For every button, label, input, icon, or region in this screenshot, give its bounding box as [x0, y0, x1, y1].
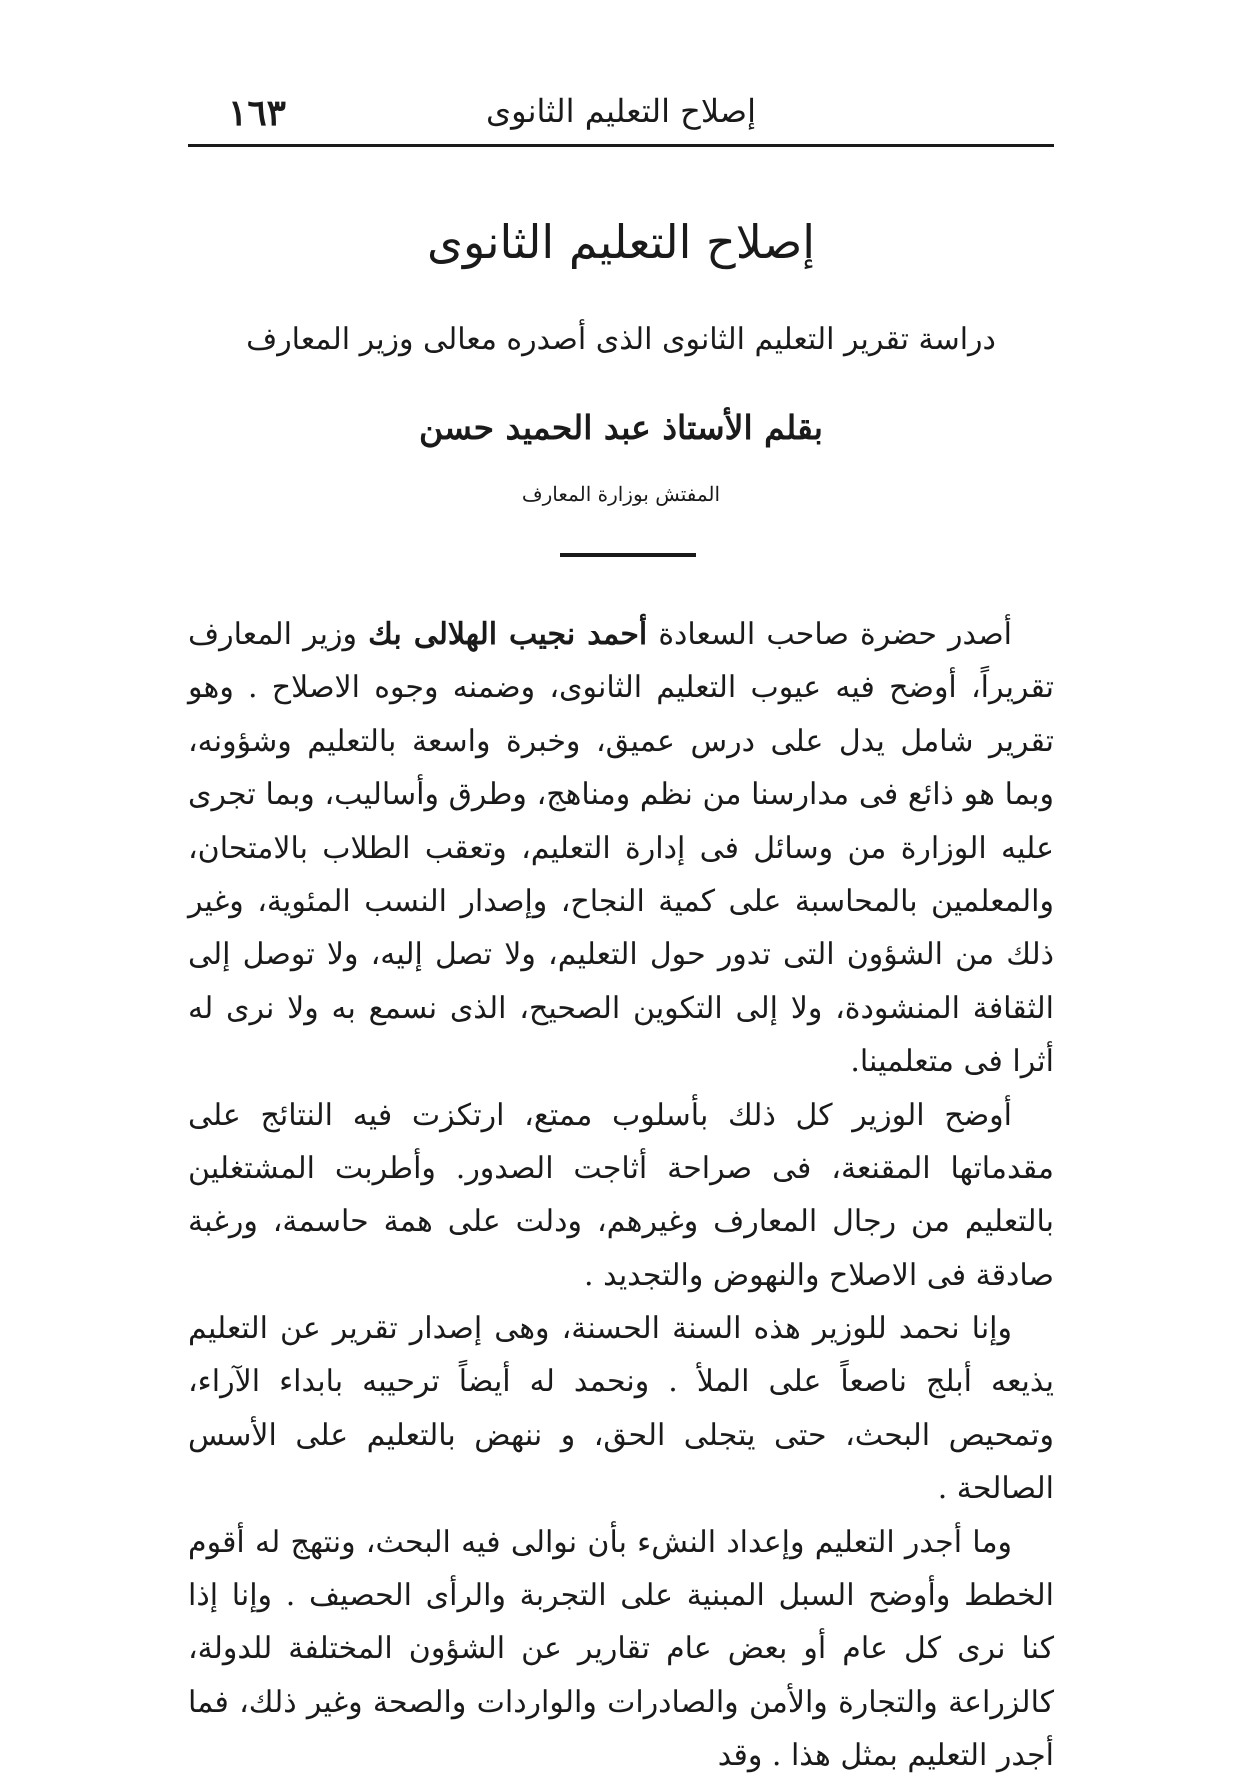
author-byline: بقلم الأستاذ عبد الحميد حسن: [419, 408, 823, 447]
article-title: إصلاح التعليم الثانوى: [426, 215, 816, 269]
article-body: [188, 608, 1054, 1783]
page-number: ١٦٣: [228, 92, 287, 134]
minister-name: أحمد نجيب الهلالى بك: [368, 617, 648, 652]
header-rule: [188, 144, 1054, 147]
paragraph-3: وإنا نحمد للوزير هذه السنة الحسنة، وهى إصدار تقرير عن التعليم يذيعه أبلج ناصعاً على الملأ . ونحمد له أيضاً ترحيبه بابداء الآراء، وتمحيص البحث، حتى يتجلى الحق، و ننهض بالتعليم على الأسس الصالحة .: [188, 1311, 1054, 1507]
title-divider: [560, 553, 696, 557]
article-subtitle: دراسة تقرير التعليم الثانوى الذى أصدره معالى وزير المعارف: [246, 322, 996, 357]
running-header: [188, 88, 1054, 138]
paragraph-4: وما أجدر التعليم وإعداد النشء بأن نوالى فيه البحث، ونتهج له أقوم الخطط وأوضح السبل المبنية على التجربة والرأى الحصيف . وإنا إذا كنا نرى كل عام أو بعض عام تقارير عن الشؤون المختلفة للدولة، كالزراعة والتجارة والأمن والصادرات والواردات والصحة وغير ذلك، فما أجدر التعليم بمثل هذا . وقد: [188, 1524, 1054, 1774]
paragraph-2: أوضح الوزير كل ذلك بأسلوب ممتع، ارتكزت فيه النتائج على مقدماتها المقنعة، فى صراحة أثاجت الصدور. وأطربت المشتغلين بالتعليم من رجال المعارف وغيرهم، ودلت على همة حاسمة، ورغبة صادقة فى الاصلاح والنهوض والتجديد .: [188, 1097, 1054, 1293]
paragraph-1-lead: أصدر حضرة صاحب السعادة: [658, 617, 1012, 652]
running-title: إصلاح التعليم الثانوى: [486, 92, 756, 130]
paragraph-1-text: وزير المعارف تقريراً، أوضح فيه عيوب التعليم الثانوى، وضمنه وجوه الاصلاح . وهو تقرير شامل يدل على درس عميق، وخبرة واسعة بالتعليم وشؤونه، وبما هو ذائع فى مدارسنا من نظم ومناهج، وطرق وأساليب، وبما تجرى عليه الوزارة من وسائل فى إدارة التعليم، وتعقب الطلاب بالامتحان، والمعلمين بالمحاسبة على كمية النجاح، وإصدار النسب المئوية، وغير ذلك من الشؤون التى تدور حول التعليم، ولا تصل إليه، ولا توصل إلى الثقافة المنشودة، ولا إلى التكوين الصحيح، الذى نسمع به ولا نرى له أثرا فى متعلمينا.: [188, 617, 1054, 1080]
author-role: المفتش بوزارة المعارف: [521, 482, 721, 506]
paragraph-1: [188, 608, 1054, 1089]
